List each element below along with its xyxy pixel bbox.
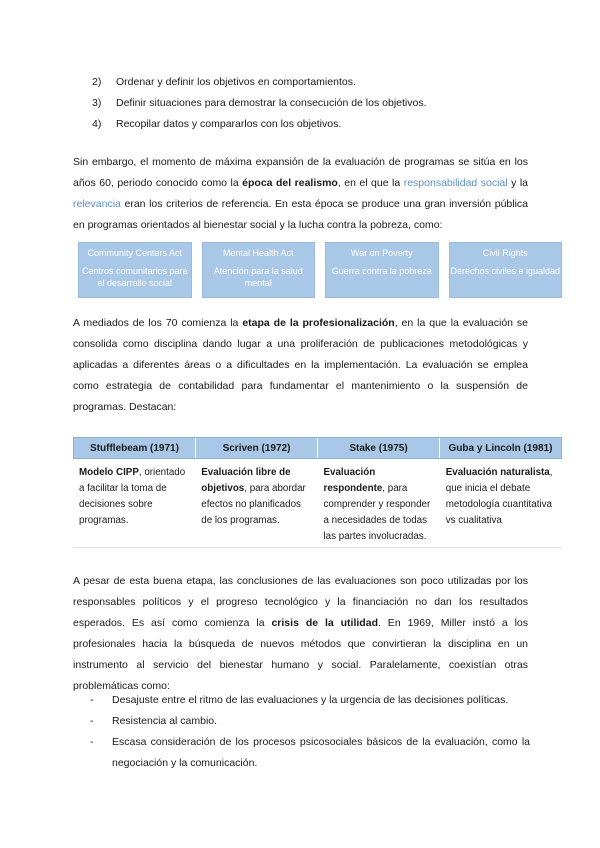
list-number: 4) [92,118,102,130]
bullet-list [90,690,530,774]
list-number: 3) [92,97,102,109]
cell-bold: Modelo CIPP [79,467,139,478]
list-item [92,114,532,135]
paragraph-professionalization [73,313,528,418]
list-item [92,72,532,93]
list-item [92,93,532,114]
program-title: Mental Health Act [222,248,294,258]
table-header-cell: Stufflebeam (1971) [74,438,196,458]
table-header [73,437,562,459]
cell-bold: Evaluación naturalista [445,467,550,478]
table-header-cell: Guba y Lincoln (1981) [448,442,553,454]
program-desc: Guerra contra la pobreza [331,266,432,276]
table-header-cell: Stake (1975) [318,438,440,458]
paragraph-realism [73,152,528,236]
numbered-list [92,72,532,135]
program-box [325,242,439,298]
text-run: . En 1969, Miller instó a los profesionales hacia la búsqueda de nuevos métodos que convirtieran la disciplina en un instrumento al servicio del bienestar humano y social. Paralelamente, coexistían otras problemáticas como: [73,617,529,692]
table-cell [440,459,562,547]
table-cell [318,459,440,547]
bullet-dash: - [90,736,94,748]
paragraph-utility-crisis [73,571,528,697]
text-run: y la [507,177,528,189]
program-desc: Centros comunitarios para el desarrollo social [81,266,188,288]
cell-text: , para abordar efectos no planificados de los programas. [201,483,306,526]
table-row [73,459,562,548]
table-cell [195,459,317,547]
list-text: Definir situaciones para demostrar la consecución de los objetivos. [116,97,427,109]
bold-term: etapa de la profesionalización [242,317,395,329]
program-title: Community Centers Act [87,248,183,258]
list-text: Recopilar datos y compararlos con los objetivos. [116,118,342,130]
text-run: Sin embargo, el momento de máxima expansión de la evaluación de programas se sitúa en los años 60, periodo conocido como la [73,156,528,189]
bullet-dash: - [90,715,94,727]
program-box [202,242,316,298]
highlight-term: relevancia [73,198,121,210]
program-title: War on Poverty [350,248,413,258]
program-title: Civil Rights [482,248,528,258]
cell-text: , para comprender y responder a necesidades de todas las partes involucradas. [323,483,431,542]
text-run: eran los criterios de referencia. En esta época se produce una gran inversión pública en programas orientados al bienestar social y la lucha contra la pobreza, como: [73,198,528,231]
cell-bold: Evaluación libre de objetivos [201,467,291,494]
cell-text: , que inicia el debate metodología cuantitativa vs cualitativa [445,467,553,526]
text-run: , en la que la evaluación se consolida como disciplina dando lugar a una proliferación de publicaciones metodológicas y aplicadas a diferentes áreas o a dificultades en la implementación. La evaluación se emplea como estrategia de contabilidad para fundamentar el mantenimiento o la suspensión de programas. Destacan: [73,317,529,413]
table-cell [73,459,195,547]
list-item [90,711,530,732]
program-boxes [78,242,562,298]
list-text: Resistencia al cambio. [112,715,218,727]
authors-table [73,437,562,548]
text-run: A mediados de los 70 comienza la [73,317,243,329]
program-desc: Derechos civiles e igualdad [450,266,561,276]
list-item [90,690,530,711]
cell-bold: Evaluación respondente [323,467,383,494]
list-text: Ordenar y definir los objetivos en comportamientos. [116,76,356,88]
text-run: , en el que la [337,177,404,189]
program-box [449,242,563,298]
list-text: Escasa consideración de los procesos psicosociales básicos de la evaluación, como la negociación y la comunicación. [112,736,530,769]
bullet-dash: - [90,694,94,706]
highlight-term: responsabilidad social [403,177,508,189]
table-header-cell: Scriven (1972) [196,438,318,458]
program-desc: Atención para la salud mental [213,266,303,288]
bold-term: crisis de la utilidad [271,617,378,629]
bold-term: época del realismo [242,177,338,189]
list-text: Desajuste entre el ritmo de las evaluaciones y la urgencia de las decisiones políticas. [112,694,509,706]
cell-text: , orientado a facilitar la toma de decisiones sobre programas. [79,467,186,526]
text-run: A pesar de esta buena etapa, las conclusiones de las evaluaciones son poco utilizadas por los responsables políticos y el progreso tecnológico y la financiación no dan los resultados esperados. Es así como comienza la [73,575,528,629]
list-number: 2) [92,76,102,88]
list-item [90,732,530,774]
program-box [78,242,192,298]
